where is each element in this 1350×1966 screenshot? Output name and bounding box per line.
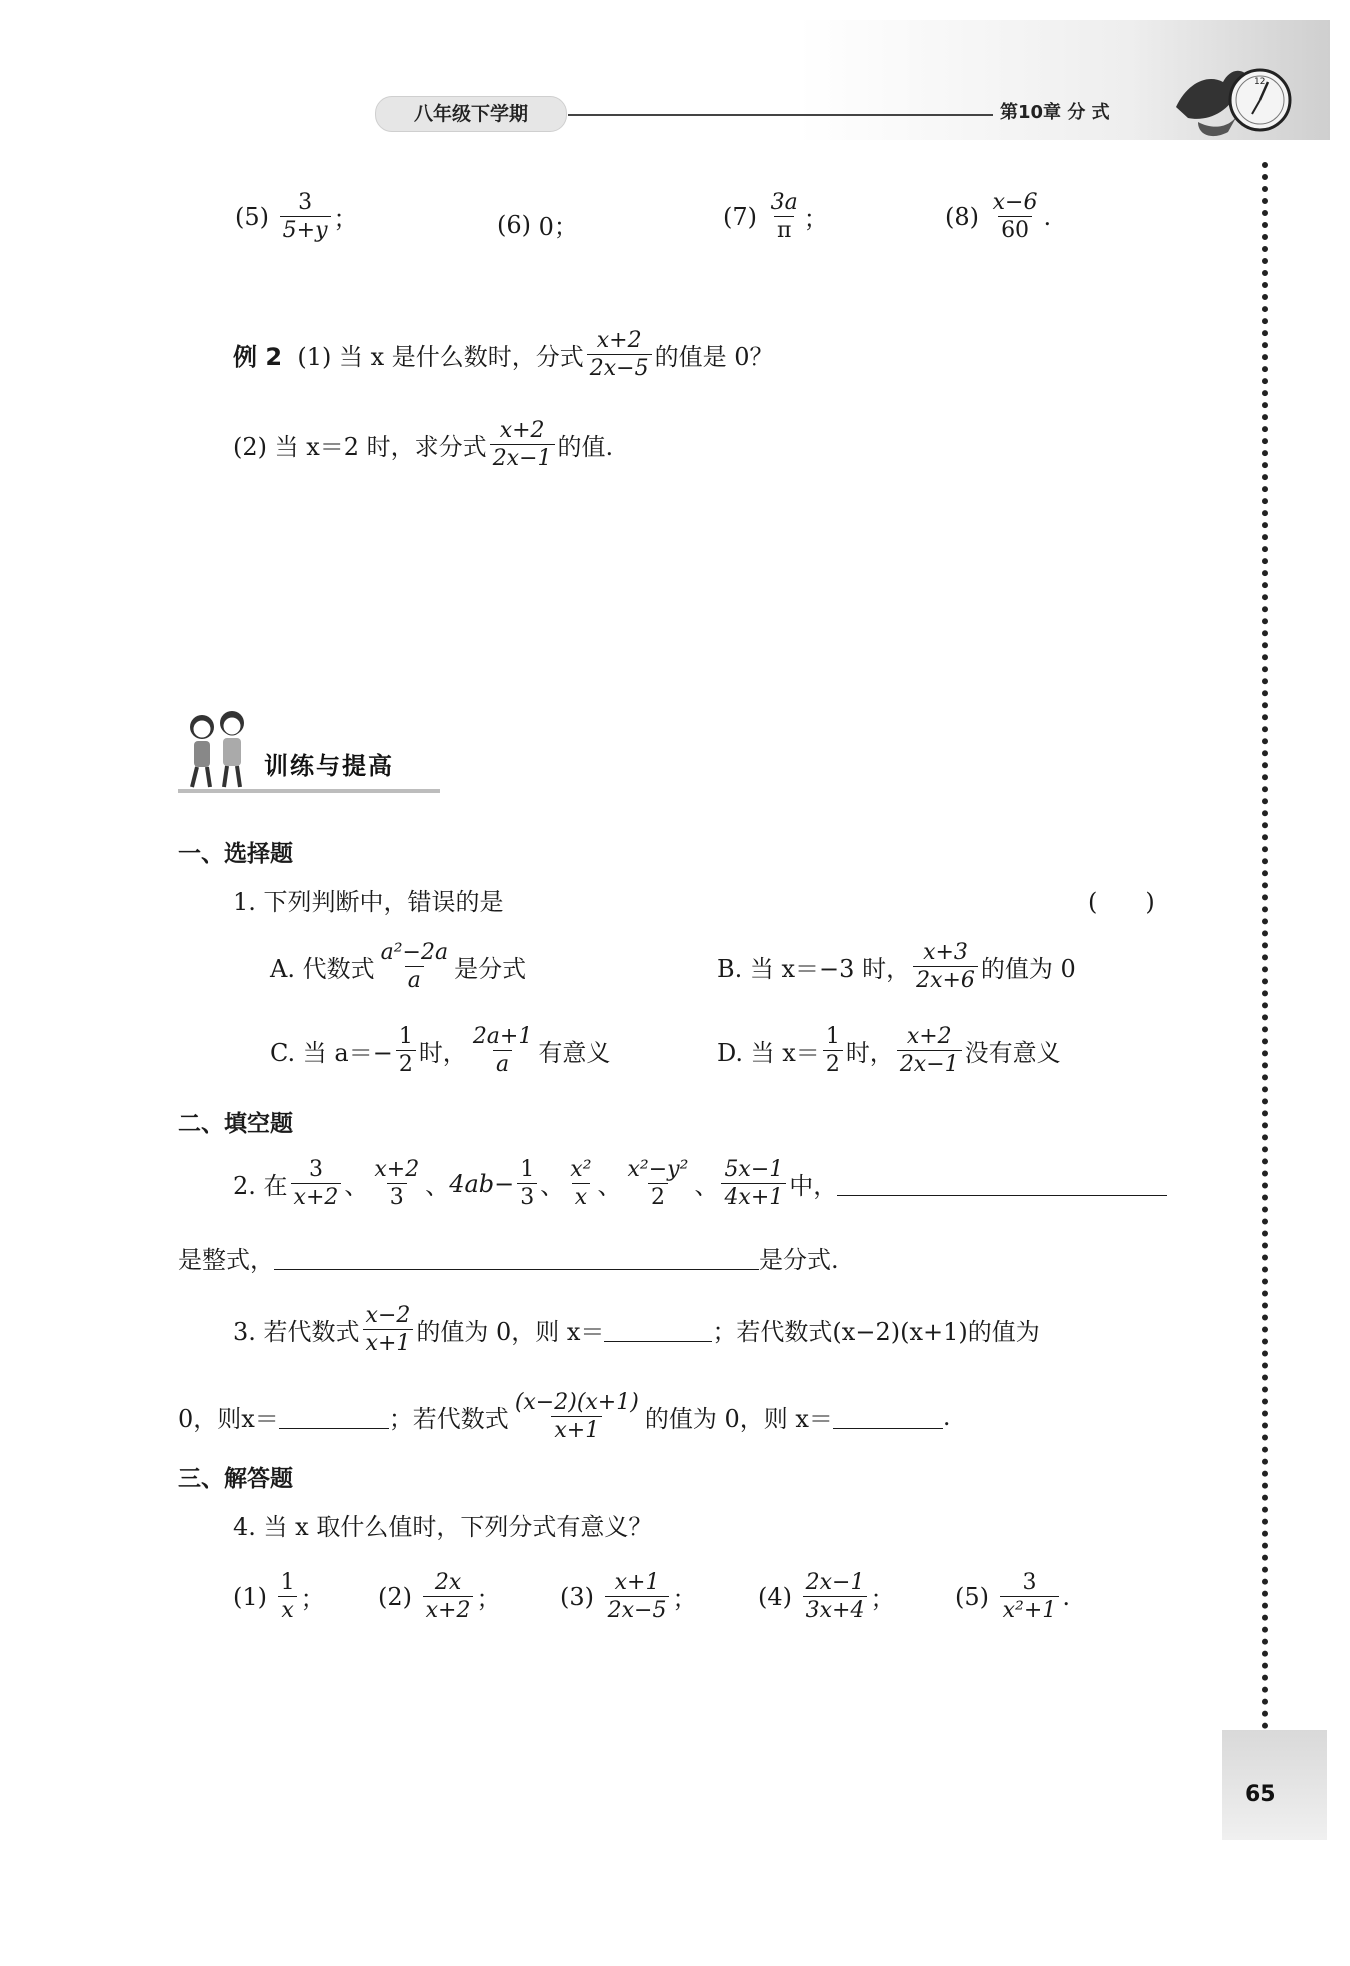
header-gradient <box>0 20 1330 140</box>
q1-answer-paren: ( ) <box>1088 888 1155 916</box>
q3-blank-1[interactable] <box>604 1317 712 1342</box>
fraction: $\frac{\text{a²−2a}}{a}$ <box>380 940 449 994</box>
example2-part2: (2) 当 x＝2 时，求分式 $\frac{x+2}{2x-1}$ 的值. <box>233 418 614 472</box>
q2-line1: 2. 在 $\frac{3}{x+2}$ 、 $\frac{x+2}{3}$ 、 4ab− $\frac{1}{3}$ 、 $\frac{\text{x²}}{x}$ 、 $\frac{\text{x²−y²}}{2}$ 、 $\frac{5x-1}{4x+1}$ 中， <box>233 1157 1167 1211</box>
fraction: $\frac{\text{x²}}{x}$ <box>570 1157 592 1211</box>
fraction: $\frac{x+2}{2x-1}$ <box>897 1024 962 1078</box>
q4-item-1: (1) $\frac{1}{x}$ ； <box>233 1570 325 1624</box>
fraction: $\frac{2a+1}{a}$ <box>472 1024 533 1078</box>
q3-blank-3[interactable] <box>833 1404 943 1429</box>
q2-blank-fractional[interactable] <box>274 1245 759 1270</box>
q4-stem: 4. 当 x 取什么值时，下列分式有意义？ <box>233 1513 653 1541</box>
q4-item-5: (5) $\frac{3}{\text{x²+1}}$ . <box>955 1570 1070 1624</box>
example-label: 例 2 <box>233 343 283 372</box>
top-option-6: (6) 0； <box>497 210 578 241</box>
q4-item-3: (3) $\frac{x+1}{2x-5}$ ； <box>560 1570 697 1624</box>
top-option-5: (5) $\frac{3}{5+y}$ ； <box>235 190 358 244</box>
option-label: (5) <box>235 202 269 231</box>
fraction: $\frac{3}{5+y}$ <box>280 190 331 244</box>
example2-part1: 例 2 (1) 当 x 是什么数时，分式 $\frac{x+2}{2x-5}$ 的值是 0？ <box>233 328 774 382</box>
q4-item-2: (2) $\frac{2x}{x+2}$ ； <box>378 1570 501 1624</box>
fraction: $\frac{x+2}{2x-1}$ <box>490 418 555 472</box>
fraction: $\frac{2x-1}{3x+4}$ <box>803 1570 868 1624</box>
q1-option-d: D. 当 x＝ $\frac{1}{2}$ 时， $\frac{x+2}{2x-1}$ 没有意义 <box>717 1024 1061 1078</box>
q2-line2: 是整式， 是分式. <box>178 1246 839 1274</box>
q1-option-c: C. 当 a＝− $\frac{1}{2}$ 时， $\frac{2a+1}{a}$ 有意义 <box>270 1024 611 1078</box>
top-option-8: (8) $\frac{x-6}{60}$ . <box>945 190 1052 244</box>
compass-number: 12 <box>1254 77 1266 87</box>
q1-option-b: B. 当 x＝−3 时， $\frac{x+3}{2x+6}$ 的值为 0 <box>717 940 1076 994</box>
fraction: $\frac{x+2}{3}$ <box>374 1157 420 1211</box>
section-banner-title: 训练与提高 <box>264 752 394 780</box>
page-header <box>0 0 1350 160</box>
top-option-7: (7) $\frac{3a}{\pi}$ ； <box>723 190 828 244</box>
fraction: $\frac{(x-2)(x+1)}{x+1}$ <box>514 1390 639 1444</box>
fraction: $\frac{3}{x+2}$ <box>291 1157 342 1211</box>
q3-blank-2[interactable] <box>279 1404 389 1429</box>
q1-stem: 1. 下列判断中，错误的是 <box>233 888 504 916</box>
fraction: $\frac{2x}{x+2}$ <box>423 1570 474 1624</box>
q4-item-4: (4) $\frac{2x-1}{3x+4}$ ； <box>758 1570 895 1624</box>
page-number: 65 <box>1245 1782 1276 1807</box>
fraction: $\frac{1}{3}$ <box>517 1157 537 1211</box>
q1-option-a: A. 代数式 $\frac{\text{a²−2a}}{a}$ 是分式 <box>270 940 527 994</box>
section-choice-heading: 一、选择题 <box>178 841 293 867</box>
fraction: $\frac{5x-1}{4x+1}$ <box>721 1157 786 1211</box>
fraction: $\frac{x+2}{2x-5}$ <box>587 328 652 382</box>
header-rule <box>568 114 993 116</box>
section-fill-heading: 二、填空题 <box>178 1111 293 1137</box>
fraction: $\frac{1}{2}$ <box>396 1024 416 1078</box>
right-dotted-border <box>1262 162 1268 1742</box>
fraction: $\frac{x-2}{x+1}$ <box>363 1303 414 1357</box>
compass-runner-icon <box>1168 52 1308 142</box>
chapter-label: 第10章 分 式 <box>1000 102 1110 123</box>
fraction: $\frac{x+3}{2x+6}$ <box>913 940 978 994</box>
q2-blank-integral[interactable] <box>837 1171 1167 1196</box>
fraction: $\frac{1}{2}$ <box>823 1024 843 1078</box>
fraction: $\frac{1}{x}$ <box>278 1570 298 1624</box>
fraction: $\frac{x+1}{2x-5}$ <box>605 1570 670 1624</box>
fraction: $\frac{3a}{\pi}$ <box>770 190 798 244</box>
fraction: $\frac{3}{\text{x²+1}}$ <box>1000 1570 1060 1624</box>
fraction: $\frac{\text{x²−y²}}{2}$ <box>627 1157 689 1211</box>
section-answer-heading: 三、解答题 <box>178 1466 293 1492</box>
fraction: $\frac{x-6}{60}$ <box>992 190 1038 244</box>
q3-line1: 3. 若代数式 $\frac{x-2}{x+1}$ 的值为 0，则 x＝ ；若代数式(x−2)(x+1)的值为 <box>233 1303 1040 1357</box>
grade-label: 八年级下学期 <box>375 96 567 132</box>
q3-line2: 0，则x＝ ；若代数式 $\frac{(x-2)(x+1)}{x+1}$ 的值为 0，则 x＝ . <box>178 1390 951 1444</box>
